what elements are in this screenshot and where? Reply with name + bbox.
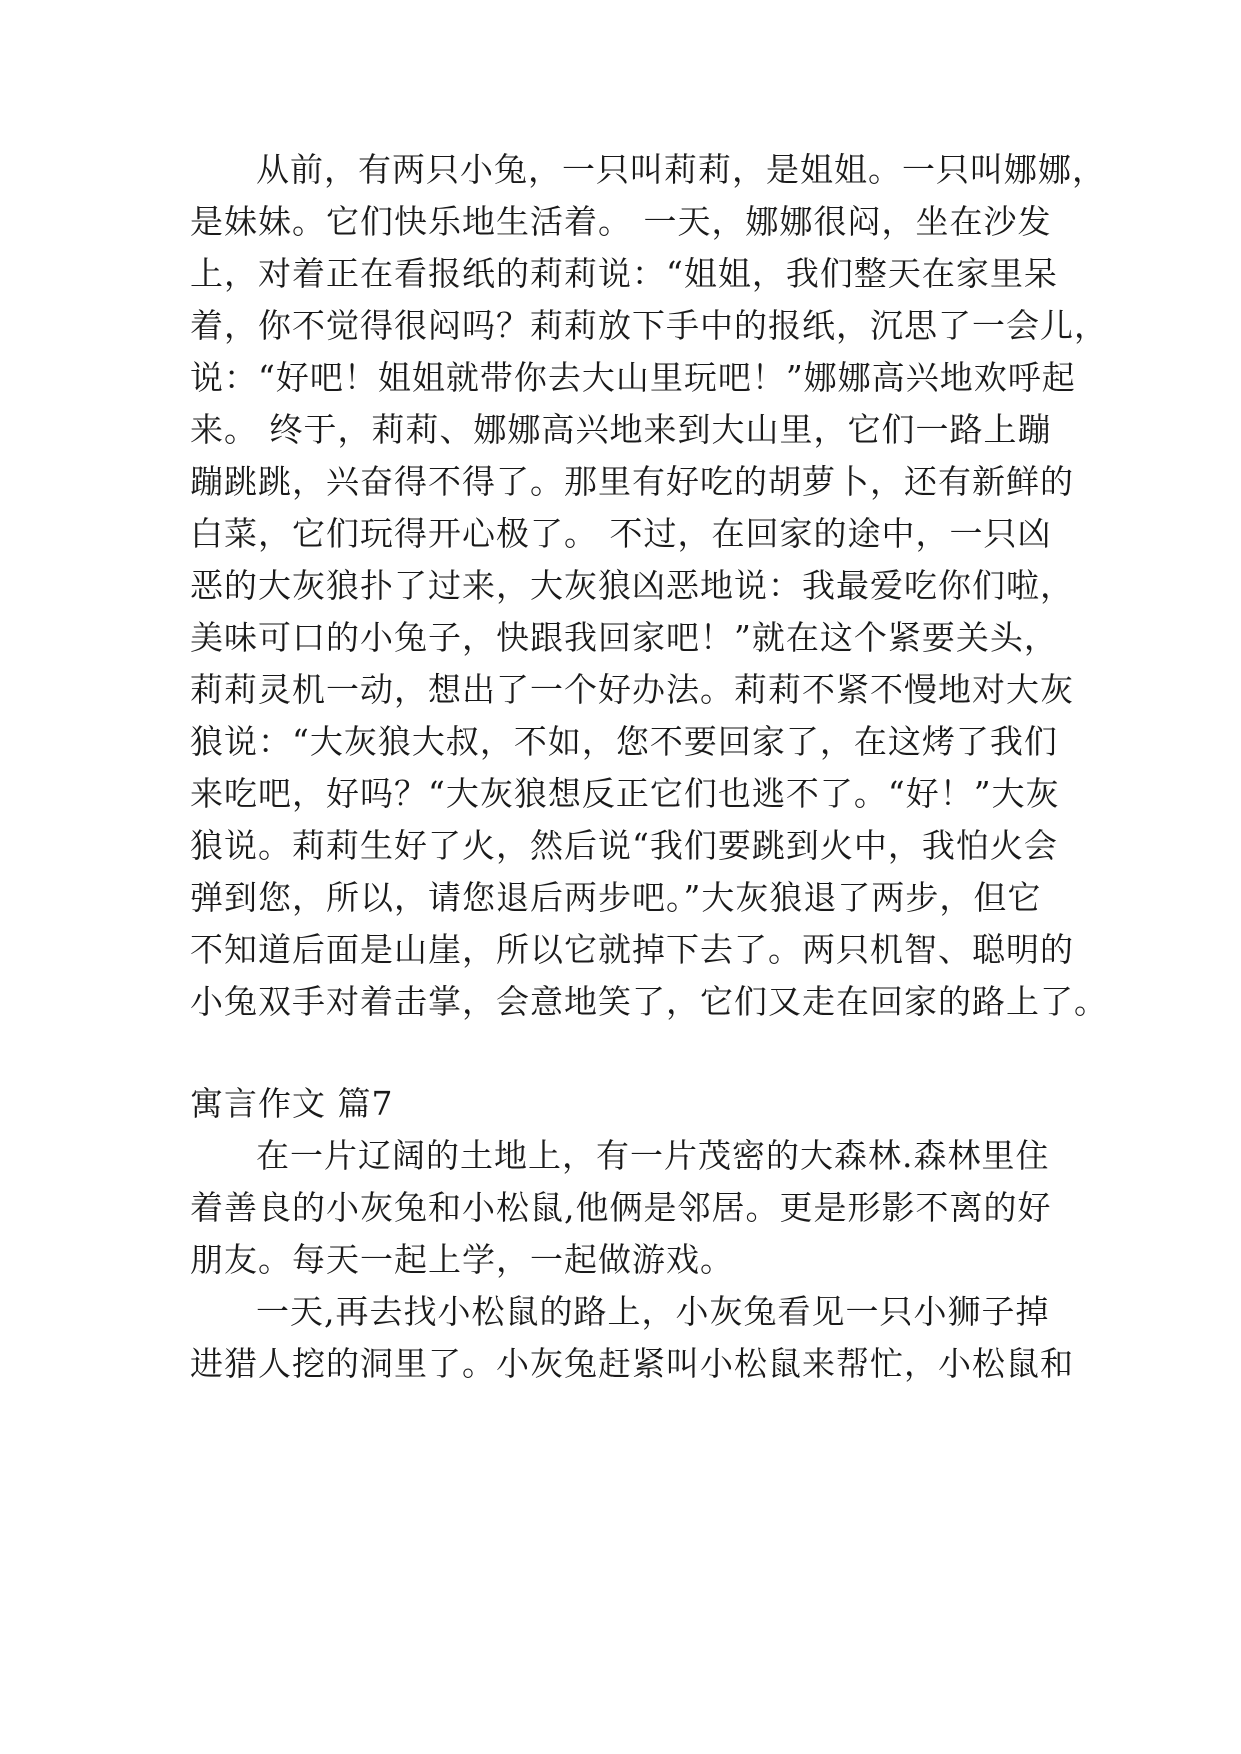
story1-line: 来。 终于，莉莉、娜娜高兴地来到大山里，它们一路上蹦: [190, 410, 1052, 449]
story1-line: 白菜，它们玩得开心极了。 不过，在回家的途中，一只凶: [190, 514, 1052, 553]
story1-line: 弹到您，所以，请您退后两步吧。”大灰狼退了两步，但它: [190, 878, 1042, 917]
story2-line: 在一片辽阔的土地上，有一片茂密的大森林.森林里住: [256, 1136, 1050, 1175]
story1-line: 上，对着正在看报纸的莉莉说：“姐姐，我们整天在家里呆: [190, 254, 1058, 293]
story1-line: 不知道后面是山崖，所以它就掉下去了。两只机智、聪明的: [190, 930, 1074, 969]
section-heading: 寓言作文 篇7: [190, 1084, 394, 1123]
story1-line: 是妹妹。它们快乐地生活着。 一天，娜娜很闷，坐在沙发: [190, 202, 1052, 241]
story2-line: 一天,再去找小松鼠的路上，小灰兔看见一只小狮子掉: [256, 1292, 1050, 1331]
story2-line: 着善良的小灰兔和小松鼠,他俩是邻居。更是形影不离的好: [190, 1188, 1052, 1227]
story1-line: 狼说：“大灰狼大叔，不如，您不要回家了，在这烤了我们: [190, 722, 1058, 761]
story1-line: 小兔双手对着击掌，会意地笑了，它们又走在回家的路上了。: [190, 982, 1108, 1021]
story1-line: 莉莉灵机一动，想出了一个好办法。莉莉不紧不慢地对大灰: [190, 670, 1074, 709]
story1-line: 说：“好吧！姐姐就带你去大山里玩吧！”娜娜高兴地欢呼起: [190, 358, 1076, 397]
story2-line: 进猎人挖的洞里了。小灰兔赶紧叫小松鼠来帮忙，小松鼠和: [190, 1344, 1074, 1383]
story1-line: 蹦跳跳，兴奋得不得了。那里有好吃的胡萝卜，还有新鲜的: [190, 462, 1074, 501]
story1-line: 来吃吧，好吗？“大灰狼想反正它们也逃不了。“好！”大灰: [190, 774, 1060, 813]
story1-line: 恶的大灰狼扑了过来，大灰狼凶恶地说：我最爱吃你们啦，: [190, 566, 1074, 605]
story1-line: 美味可口的小兔子，快跟我回家吧！”就在这个紧要关头，: [190, 618, 1058, 657]
story1-line: 着，你不觉得很闷吗？莉莉放下手中的报纸，沉思了一会儿，: [190, 306, 1108, 345]
story1-line: 从前，有两只小兔，一只叫莉莉，是姐姐。一只叫娜娜，: [256, 150, 1106, 189]
story1-line: 狼说。莉莉生好了火，然后说“我们要跳到火中，我怕火会: [190, 826, 1058, 865]
story2-line: 朋友。每天一起上学，一起做游戏。: [190, 1240, 734, 1279]
